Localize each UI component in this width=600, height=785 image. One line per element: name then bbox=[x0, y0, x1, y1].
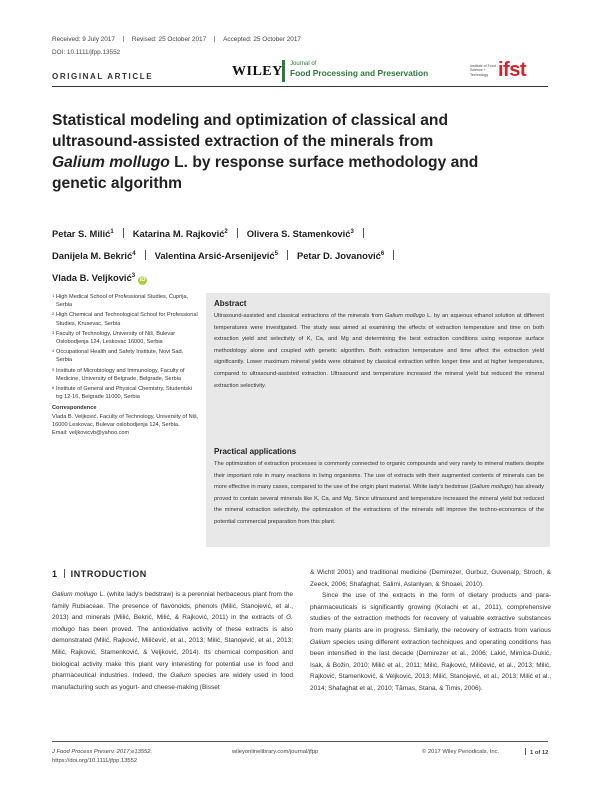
section-heading bbox=[52, 569, 147, 579]
copyright: © 2017 Wiley Periodicals, Inc. bbox=[422, 749, 500, 755]
article-dates bbox=[52, 36, 309, 43]
author[interactable]: Petar S. Milić$^1$ bbox=[52, 228, 114, 240]
abstract-box bbox=[206, 293, 550, 547]
title-line: ultrasound-assisted extraction of the minerals from bbox=[52, 133, 434, 150]
correspondence-text: Vlada B. Veljković, Faculty of Technology, University of Niš, 16000 Leskovac, Bulevar oslobodjenja 124, Serbia. bbox=[52, 413, 199, 428]
body-column-left: Galium mollugo L. (white lady's bedstraw) is a perennial herbaceous plant from the family Rubiaceae. The presence of flavonoids, phenols (Milić, Stanojević, et al., 2013) and minerals (Milić, Bekrić, Milić, & Rajković, 2011) in the extracts of G. mollugo has been proved. The antioxidative activity of these extracts is also demonstrated (Milić, Rajković, Miličević, et al., 2013; Milić, Stanojević, et al., 2013; Milić, Rajković, Stamenković, & Veljković, 2014). Its chemical composition and biological activity make this plant very interesting for potential use in food and pharmaceutical industries. Indeed, the Galium species are widely used in food manufacturing such as yogurt- and cheese-making (Bisset bbox=[52, 591, 293, 691]
author[interactable]: Olivera S. Stamenković$^3$ bbox=[246, 228, 354, 240]
divider bbox=[287, 250, 288, 260]
divider bbox=[363, 228, 364, 238]
journal-prefix: Journal of bbox=[290, 61, 317, 67]
divider bbox=[214, 36, 215, 42]
divider bbox=[237, 228, 238, 238]
affiliation: 2 High Chemical and Technological School for Professional Studies, Krusevac, Serbia bbox=[52, 311, 198, 327]
divider bbox=[525, 748, 526, 755]
society-name: Institute of Food Science + Technology bbox=[470, 64, 496, 77]
author[interactable]: Petar D. Jovanović$^6$ bbox=[296, 250, 385, 262]
abstract-heading: Abstract bbox=[214, 299, 247, 308]
author[interactable]: Katarina M. Rajković$^2$ bbox=[132, 228, 228, 240]
received-date: Received: 9 July 2017 bbox=[52, 36, 115, 43]
ifst-wordmark: ifst bbox=[498, 59, 526, 81]
divider bbox=[64, 569, 65, 578]
footer-citation bbox=[52, 748, 152, 766]
correspondence-email[interactable]: Email: veljkovicvb@yahoo.com bbox=[52, 430, 130, 437]
author[interactable]: Vlada B. Veljković$^3$ bbox=[52, 272, 136, 284]
revised-date: Revised: 25 October 2017 bbox=[131, 36, 207, 43]
paragraph: & Wichtl 2001) and traditional medicine (Demirezer, Gurbuz, Guvenalp, Stroch, & Zeeck, 2006; Shafaghat, Salimi, Aslanlyan, & Shoaei, 2010). bbox=[310, 569, 551, 588]
paragraph: Since the use of the extracts in the form of dietary products and para-pharmaceuticals is significantly growing (Kolachi et al., 2011), comprehensive studies of the extraction methods for recovery of valuable extractive substances from many plants are in progress. Similarly, the recovery of extracts from various Galium species using different extraction techniques and operating conditions has been intensified in the last decade (Demirezer et al., 2006; Lakić, Mimica-Dukić, Isak, & Božin, 2010; Milić et al., 2011; Milić, Rajković, Miličević, et al., 2013; Milić, Rajković, Stamenković, & Veljković, 2013; Milić, Stanojević, et al., 2013; Milić et al., 2014; Shafaghat et al., 2010; Tămas, Stana, & Timis, 2006). bbox=[310, 592, 551, 692]
citation: J Food Process Preserv. 2017;e13552. bbox=[52, 749, 153, 755]
author[interactable]: Valentina Arsić-Arsenijević$^5$ bbox=[154, 250, 278, 262]
body-column-right bbox=[310, 567, 551, 695]
ifst-logo bbox=[470, 59, 548, 82]
title-species: Galium mollugo bbox=[52, 154, 170, 171]
affiliation: 1 High Medical School of Professional Studies, Ćuprija, Serbia bbox=[52, 293, 189, 309]
divider bbox=[393, 250, 394, 260]
section-number: 1 bbox=[52, 569, 58, 579]
accepted-date: Accepted: 25 October 2017 bbox=[223, 36, 301, 43]
footer-rule bbox=[52, 741, 548, 742]
applications-heading: Practical applications bbox=[214, 447, 297, 456]
section-title: INTRODUCTION bbox=[70, 569, 147, 579]
title-line: genetic algorithm bbox=[52, 175, 182, 192]
divider bbox=[123, 36, 124, 42]
divider bbox=[123, 228, 124, 238]
article-title bbox=[52, 110, 532, 194]
orcid-icon[interactable]: iD bbox=[139, 277, 146, 284]
article-type: ORIGINAL ARTICLE bbox=[52, 72, 154, 81]
abstract-text: Ultrasound-assisted and classical extractions of the minerals from Galium mollugo L. by an aqueous ethanol solution at different temperatures were investigated. The study was aimed at examining the effects of extraction temperature and time on both extraction yield and selectivity of K, Ca, and Mg and determining the best extraction conditions using response surface methodology alone and coupled with genetic algorithm. Both extraction temperature and time affect the extraction yield significantly. Lower maximum mineral yields were obtained by classical extraction within longer time and at higher temperatures, compared to ultrasound-assisted extraction. Ultrasound and temperature increased the mineral yield but reduced the mineral extraction selectivity. bbox=[214, 313, 545, 389]
affiliation: 3 Faculty of Technology, University of Niš, Bulevar Oslobodjenja 124, Leskovac 16000, Serbia bbox=[52, 329, 176, 346]
affiliation: 5 Institute of Microbiology and Immunology, Faculty of Medicine, University of Belgrade, Belgrade, Serbia bbox=[52, 366, 185, 382]
correspondence-heading: Correspondence bbox=[52, 405, 97, 412]
doi[interactable]: DOI: 10.1111/jfpp.13552 bbox=[52, 49, 121, 56]
divider bbox=[145, 250, 146, 260]
affiliation: 4 Occupational Health and Safety Institute, Novi Sad, Serbia bbox=[52, 348, 184, 364]
header-rule bbox=[52, 86, 548, 87]
title-line: L. by response surface methodology and bbox=[169, 154, 479, 171]
affiliation: 6 Institute of General and Physical Chemistry, Studentski trg 12-16, Belgrade 11000, Serbia bbox=[52, 385, 193, 401]
doi-link[interactable]: https://doi.org/10.1111/jfpp.13552 bbox=[52, 758, 138, 764]
wiley-logo: WILEY bbox=[232, 64, 283, 79]
page-number: 1 of 12 bbox=[525, 748, 548, 758]
author-list bbox=[52, 222, 552, 288]
journal-url[interactable]: wileyonlinelibrary.com/journal/jfpp bbox=[232, 749, 319, 755]
journal-logo bbox=[282, 60, 440, 82]
applications-text: The optimization of extraction processes is commonly connected to organic compounds and very rarely to mineral matters despite their important role in many reactions in living organisms. The use of extracts with their augmented contents of minerals can be more effective in many cases, compared to the use of the origin plant material. White lady's bedstraw (Galium mollugo) has already proved to contain several minerals like K, Ca, and Mg. Since ultrasound and temperature increased the mineral yield but reduced the mineral extraction selectivity, the optimization of the extractions of the minerals will improve the techno-economics of the potential commercial preparation from this plant. bbox=[214, 461, 544, 525]
journal-name: Food Processing and Preservation bbox=[290, 68, 429, 78]
affiliations bbox=[52, 293, 200, 437]
title-line: Statistical modeling and optimization of classical and bbox=[52, 112, 448, 129]
author[interactable]: Danijela M. Bekrić$^4$ bbox=[52, 250, 136, 262]
